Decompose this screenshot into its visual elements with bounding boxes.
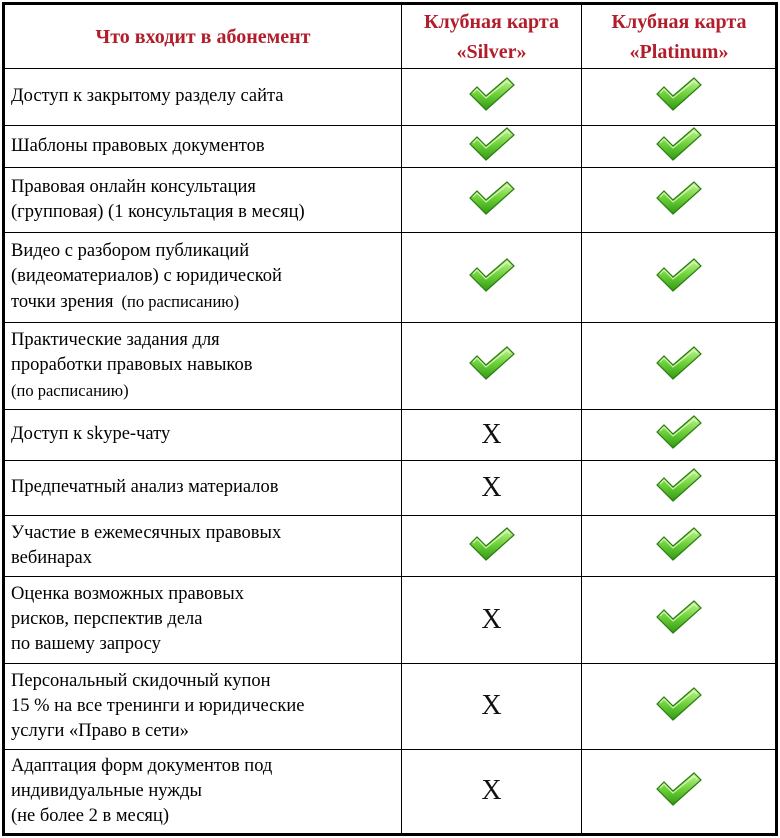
header-row	[5, 5, 777, 69]
checkmark-icon	[654, 414, 704, 450]
x-mark: X	[481, 603, 502, 635]
feature-text: Практические задания для	[11, 330, 220, 351]
feature-cell	[5, 577, 402, 663]
checkmark-icon	[467, 526, 517, 562]
feature-note: (по расписанию)	[121, 292, 240, 312]
silver-cell	[402, 663, 582, 749]
platinum-cell	[582, 460, 777, 516]
checkmark-icon	[467, 180, 517, 216]
table-row	[5, 409, 777, 460]
feature-text: Доступ к закрытому разделу сайта	[11, 86, 284, 107]
silver-cell	[402, 409, 582, 460]
silver-cell	[402, 69, 582, 126]
table-row	[5, 322, 777, 409]
feature-text: Адаптация форм документов под	[11, 755, 273, 776]
x-mark: X	[481, 690, 502, 722]
feature-text: индивидуальные нужды	[11, 780, 202, 801]
feature-text: Видео с разбором публикаций	[11, 241, 250, 262]
table-row	[5, 69, 777, 126]
checkmark-icon	[467, 257, 517, 293]
feature-text: (видеоматериалов) с юридической	[11, 266, 282, 287]
table-row	[5, 233, 777, 322]
header-feature: Что входит в абонемент	[5, 5, 402, 69]
silver-cell	[402, 516, 582, 577]
platinum-cell	[582, 516, 777, 577]
silver-cell	[402, 577, 582, 663]
checkmark-icon	[654, 126, 704, 162]
platinum-cell	[582, 577, 777, 663]
checkmark-icon	[467, 76, 517, 112]
table-row	[5, 125, 777, 168]
checkmark-icon	[654, 526, 704, 562]
checkmark-icon	[654, 771, 704, 807]
table-row	[5, 168, 777, 233]
feature-cell	[5, 460, 402, 516]
checkmark-icon	[467, 126, 517, 162]
feature-text: точки зрения (по расписанию)	[11, 292, 240, 313]
feature-text: Участие в ежемесячных правовых	[11, 523, 282, 544]
checkmark-icon	[654, 467, 704, 503]
platinum-cell	[582, 69, 777, 126]
feature-text: Доступ к skype-чату	[11, 424, 171, 445]
feature-text: (не более 2 в месяц)	[11, 805, 169, 826]
feature-cell	[5, 516, 402, 577]
feature-text: Оценка возможных правовых	[11, 584, 244, 605]
header-silver: Клубная карта «Silver»	[402, 5, 582, 69]
header-platinum: Клубная карта «Platinum»	[582, 5, 777, 69]
subscription-comparison-table	[4, 4, 777, 834]
platinum-cell	[582, 749, 777, 833]
checkmark-icon	[467, 345, 517, 381]
feature-cell	[5, 125, 402, 168]
silver-cell	[402, 460, 582, 516]
silver-cell	[402, 749, 582, 833]
feature-cell	[5, 168, 402, 233]
feature-text: Шаблоны правовых документов	[11, 136, 265, 157]
feature-text: вебинарах	[11, 548, 92, 569]
checkmark-icon	[654, 686, 704, 722]
silver-cell	[402, 125, 582, 168]
checkmark-icon	[654, 180, 704, 216]
table-row	[5, 577, 777, 663]
silver-cell	[402, 233, 582, 322]
table-row	[5, 460, 777, 516]
feature-text: (групповая) (1 консультация в месяц)	[11, 202, 305, 223]
platinum-cell	[582, 409, 777, 460]
table-row	[5, 663, 777, 749]
table-row	[5, 749, 777, 833]
feature-text: услуги «Право в сети»	[11, 720, 189, 741]
platinum-cell	[582, 663, 777, 749]
platinum-cell	[582, 233, 777, 322]
feature-note: (по расписанию)	[11, 381, 129, 401]
feature-cell	[5, 322, 402, 409]
checkmark-icon	[654, 257, 704, 293]
table-body	[5, 69, 777, 834]
checkmark-icon	[654, 345, 704, 381]
checkmark-icon	[654, 599, 704, 635]
feature-cell	[5, 749, 402, 833]
feature-cell	[5, 663, 402, 749]
platinum-cell	[582, 322, 777, 409]
table-row	[5, 516, 777, 577]
feature-text: Персональный скидочный купон	[11, 670, 271, 691]
feature-text: по вашему запросу	[11, 634, 161, 655]
checkmark-icon	[654, 76, 704, 112]
feature-text: проработки правовых навыков	[11, 355, 253, 376]
feature-text: 15 % на все тренинги и юридические	[11, 695, 305, 716]
platinum-cell	[582, 168, 777, 233]
x-mark: X	[481, 471, 502, 503]
silver-cell	[402, 322, 582, 409]
platinum-cell	[582, 125, 777, 168]
x-mark: X	[481, 418, 502, 450]
feature-text: рисков, перспектив дела	[11, 609, 203, 630]
feature-text: Правовая онлайн консультация	[11, 177, 256, 198]
feature-text: Предпечатный анализ материалов	[11, 477, 279, 498]
x-mark: X	[481, 775, 502, 807]
feature-cell	[5, 233, 402, 322]
feature-cell	[5, 69, 402, 126]
silver-cell	[402, 168, 582, 233]
feature-cell	[5, 409, 402, 460]
